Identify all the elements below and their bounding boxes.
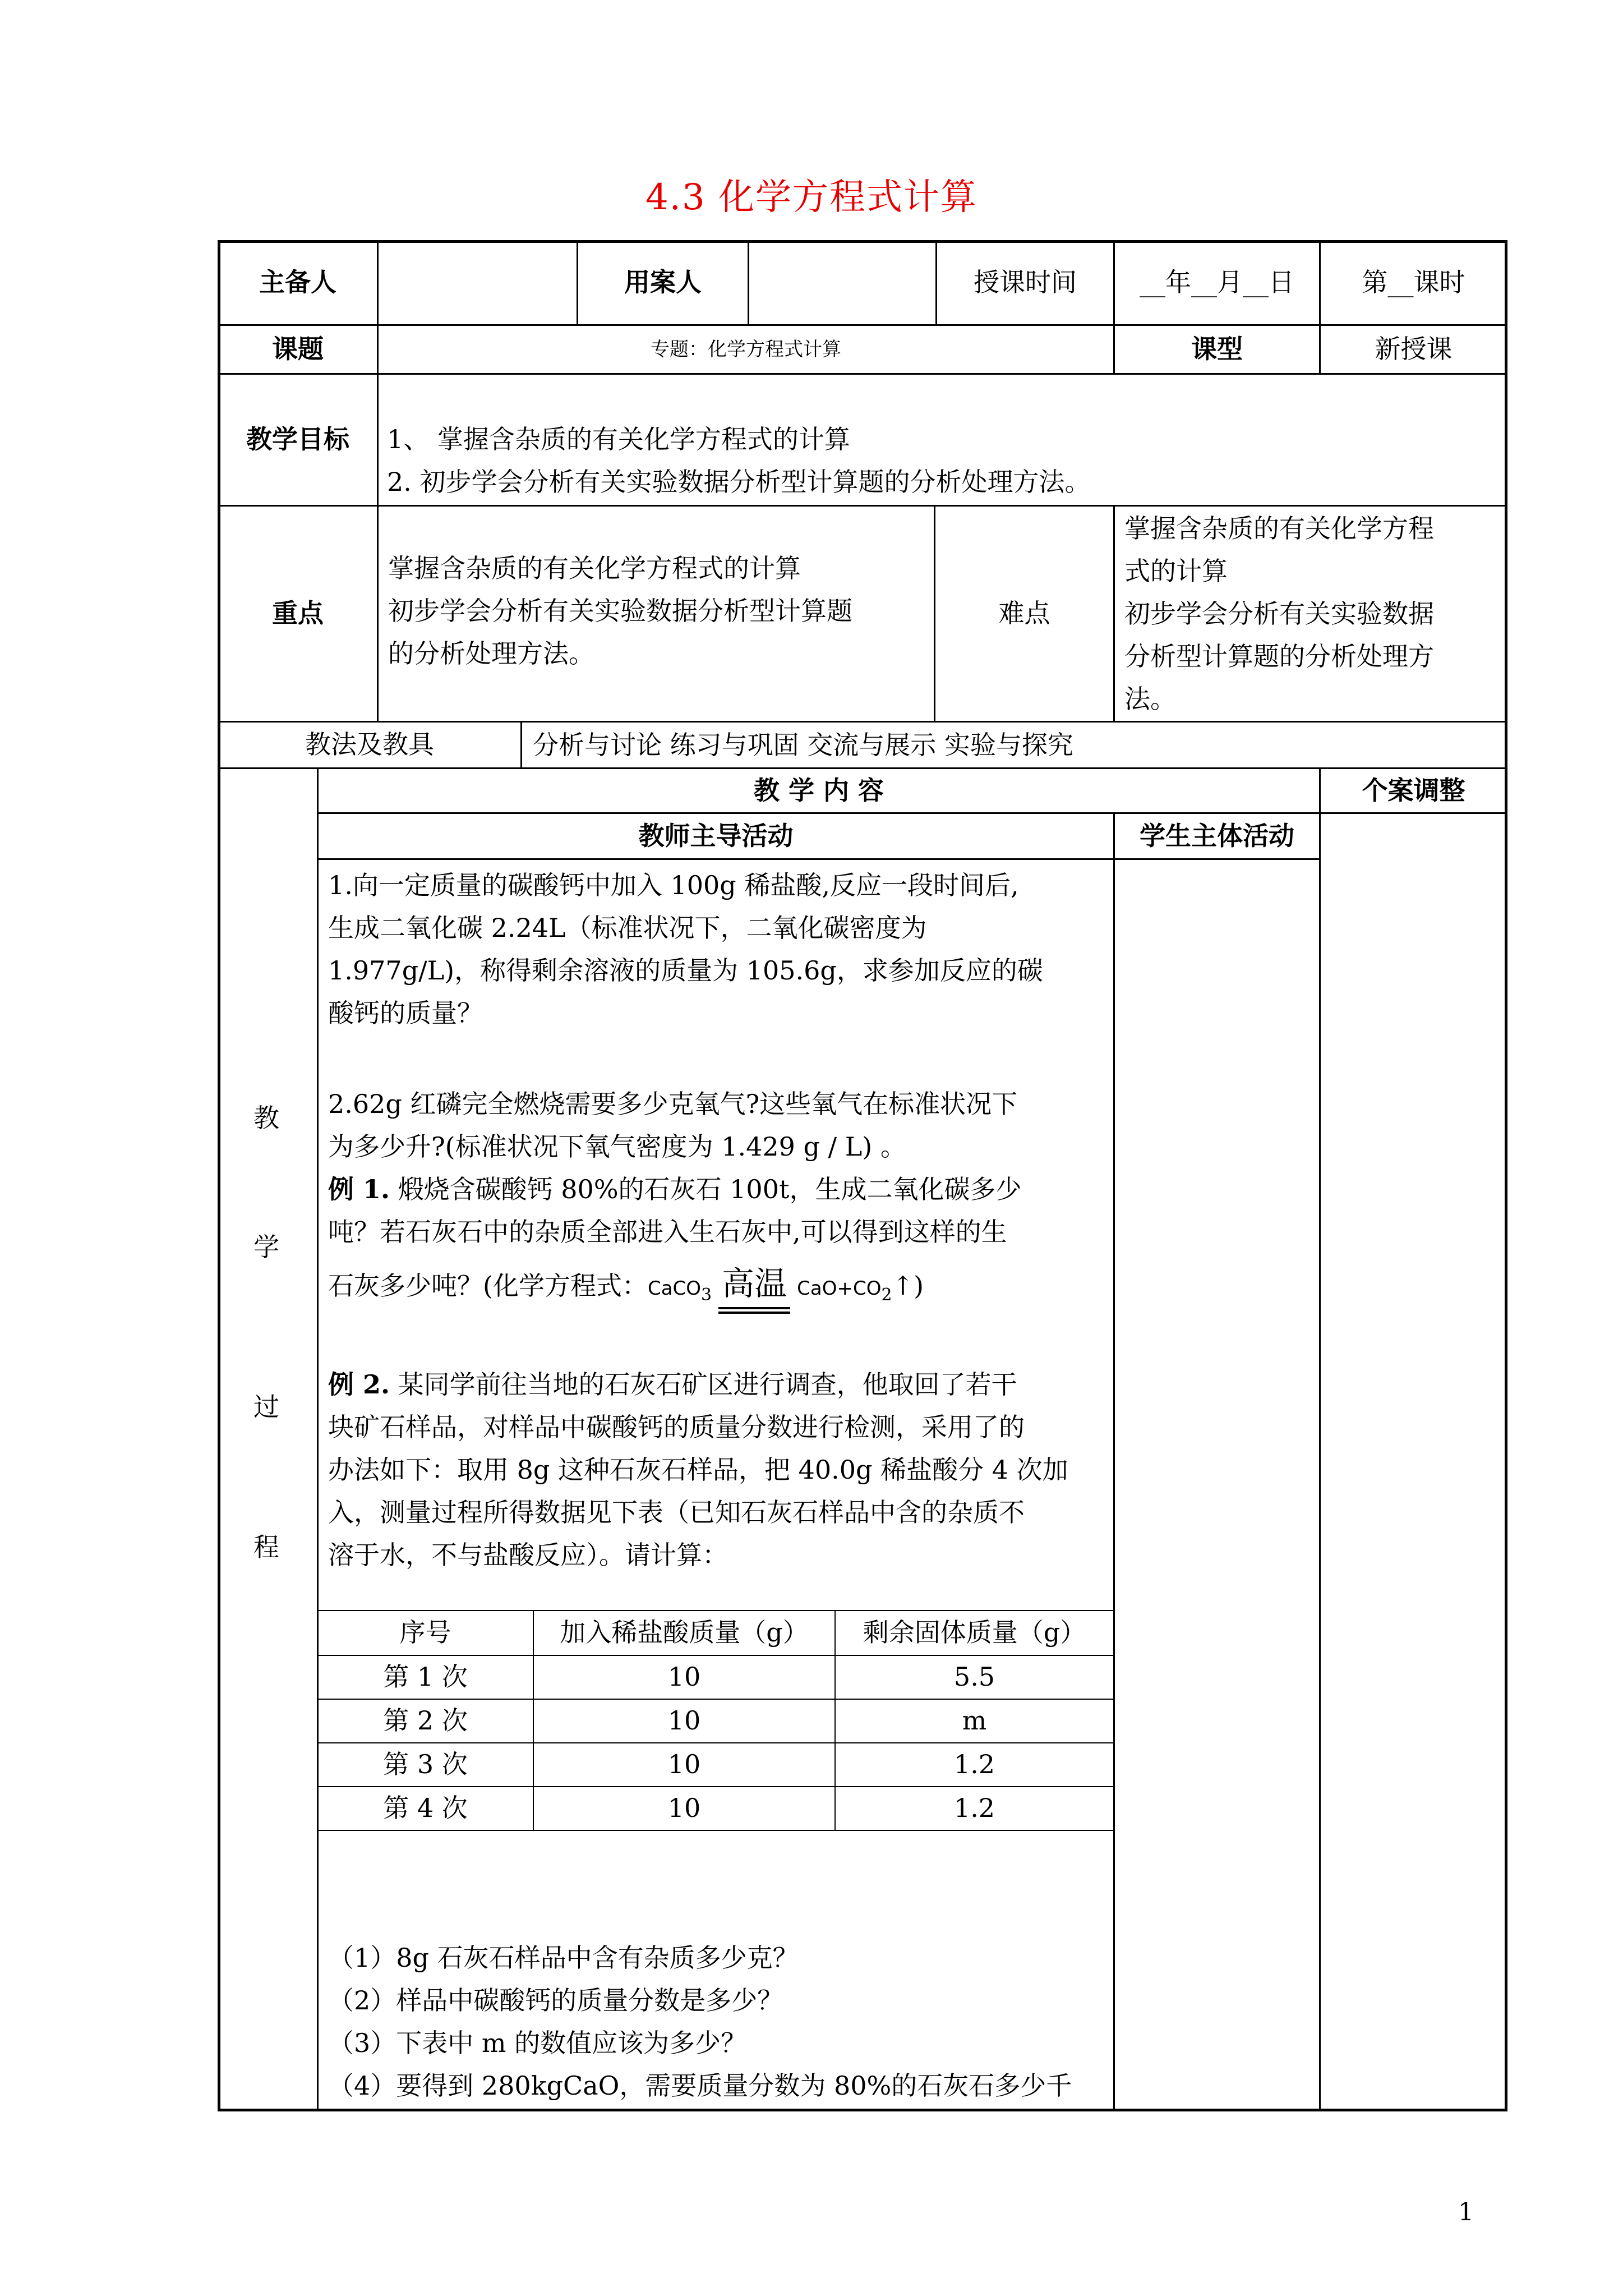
- col-line: [1113, 505, 1115, 721]
- col-line: [1319, 767, 1321, 2110]
- example-1-line: [328, 1168, 1021, 1211]
- date-field[interactable]: __年__月__日: [1140, 267, 1294, 298]
- equation-condition: 高温: [712, 1262, 797, 1305]
- keypoints-label: 重点: [272, 598, 324, 629]
- sub-question: （4）要得到 280kgCaO，需要质量分数为 80%的石灰石多少千: [328, 2070, 1072, 2101]
- table-header-cell: 加入稀盐酸质量（g）: [560, 1617, 809, 1648]
- yonganren-label: 用案人: [624, 267, 702, 298]
- page-title: 4.3 化学方程式计算: [645, 177, 978, 218]
- student-header: 学生主体活动: [1140, 820, 1294, 851]
- example-1-equation-line: [328, 1262, 924, 1317]
- table-cell: 第 2 次: [383, 1705, 468, 1736]
- equation-tail: ↑): [892, 1271, 924, 1301]
- example-1-label: 例 1.: [328, 1174, 390, 1204]
- lesson-number-field[interactable]: 第__课时: [1362, 267, 1465, 298]
- goals-label: 教学目标: [246, 424, 349, 455]
- example-2-line: 入，测量过程所得数据见下表（已知石灰石样品中含的杂质不: [328, 1497, 1025, 1527]
- row-line: [317, 858, 1321, 860]
- example-2-line: 办法如下：取用 8g 这种石灰石样品，把 40.0g 稀盐酸分 4 次加: [328, 1455, 1068, 1485]
- table-header-cell: 序号: [399, 1617, 451, 1648]
- table-cell: 1.2: [953, 1749, 995, 1780]
- table-cell: m: [962, 1705, 987, 1736]
- equation-subscript: 2: [881, 1285, 892, 1305]
- table-cell: 10: [667, 1662, 701, 1692]
- table-cell: 第 4 次: [383, 1793, 468, 1824]
- methods-value: 分析与讨论 练习与巩固 交流与展示 实验与探究: [533, 730, 1073, 760]
- keypoint-line: 掌握含杂质的有关化学方程式的计算: [388, 553, 801, 583]
- keypoint-line: 初步学会分析有关实验数据分析型计算题: [388, 596, 852, 626]
- question-1-line: 1.977g/L)，称得剩余溶液的质量为 105.6g，求参加反应的碳: [328, 955, 1043, 986]
- table-cell: 10: [667, 1705, 701, 1736]
- yonganren-value[interactable]: [749, 241, 935, 324]
- sub-question: （3）下表中 m 的数值应该为多少？: [328, 2028, 747, 2058]
- table-cell: 第 1 次: [383, 1662, 468, 1692]
- question-1-line: 酸钙的质量？: [328, 998, 483, 1028]
- goal-item: 1、 掌握含杂质的有关化学方程式的计算: [387, 424, 850, 454]
- teacher-header: 教师主导活动: [638, 820, 794, 851]
- equation-reactant: CaCO: [647, 1277, 702, 1300]
- zhubeiren-value[interactable]: [379, 241, 577, 324]
- example-1-text: 石灰多少吨？(化学方程式：: [328, 1271, 648, 1301]
- table-cell: 10: [667, 1749, 701, 1780]
- process-side-char: 学: [253, 1232, 279, 1262]
- equation-product: CaO+CO: [797, 1277, 882, 1300]
- data-table-line: [317, 1830, 1113, 1831]
- example-2-line: [328, 1363, 1017, 1406]
- table-header-cell: 剩余固体质量（g）: [863, 1617, 1086, 1648]
- difficulty-label: 难点: [998, 598, 1050, 629]
- example-2-line: 块矿石样品，对样品中碳酸钙的质量分数进行检测，采用了的: [328, 1412, 1025, 1442]
- col-line: [317, 767, 319, 2110]
- col-line: [1113, 812, 1115, 2110]
- question-1-line: 生成二氧化碳 2.24L（标准状况下，二氧化碳密度为: [328, 913, 927, 943]
- sub-question: （2）样品中碳酸钙的质量分数是多少？: [328, 1985, 783, 2016]
- shouke-time-label: 授课时间: [974, 267, 1077, 298]
- example-1-line: 吨？若石灰石中的杂质全部进入生石灰中,可以得到这样的生: [328, 1217, 1007, 1247]
- keypoint-line: 的分析处理方法。: [388, 638, 594, 669]
- process-side-char: 过: [253, 1392, 279, 1422]
- question-2-line: 2.62g 红磷完全燃烧需要多少克氧气?这些氧气在标准状况下: [328, 1089, 1018, 1119]
- adjust-header: 个案调整: [1362, 775, 1465, 806]
- equation-subscript: 3: [701, 1285, 712, 1305]
- question-2-line: 为多少升?(标准状况下氧气密度为 1.429 g / L) 。: [328, 1131, 906, 1162]
- sub-question: （1）8g 石灰石样品中含有杂质多少克？: [328, 1943, 799, 1973]
- table-cell: 1.2: [953, 1793, 995, 1824]
- difficulty-line: 法。: [1124, 684, 1176, 714]
- methods-label: 教法及教具: [305, 729, 434, 760]
- type-value: 新授课: [1375, 334, 1453, 365]
- topic-label: 课题: [272, 334, 324, 365]
- example-2-label: 例 2.: [328, 1369, 390, 1400]
- goal-item: 2. 初步学会分析有关实验数据分析型计算题的分析处理方法。: [387, 467, 1091, 497]
- table-cell: 10: [667, 1793, 701, 1824]
- difficulty-line: 掌握含杂质的有关化学方程: [1124, 513, 1434, 544]
- process-side-char: 程: [253, 1532, 279, 1562]
- col-line: [377, 505, 379, 721]
- difficulty-line: 分析型计算题的分析处理方: [1124, 641, 1434, 671]
- content-header: 教 学 内 容: [753, 775, 884, 806]
- example-2-text: 某同学前往当地的石灰石矿区进行调查，他取回了若干: [398, 1369, 1017, 1400]
- difficulty-line: 初步学会分析有关实验数据: [1124, 599, 1434, 629]
- col-line: [520, 721, 522, 767]
- page-number: 1: [1458, 2198, 1474, 2226]
- table-cell: 5.5: [953, 1662, 995, 1692]
- row-line: [219, 373, 1506, 375]
- example-2-line: 溶于水，不与盐酸反应）。请计算：: [328, 1540, 728, 1570]
- type-label: 课型: [1191, 334, 1243, 365]
- process-side-char: 教: [253, 1103, 279, 1133]
- table-cell: 第 3 次: [383, 1749, 468, 1780]
- row-line: [219, 505, 1506, 507]
- question-1-line: 1.向一定质量的碳酸钙中加入 100g 稀盐酸,反应一段时间后,: [328, 870, 1019, 900]
- zhubeiren-label: 主备人: [259, 267, 336, 298]
- example-1-text: 煅烧含碳酸钙 80%的石灰石 100t，生成二氧化碳多少: [398, 1174, 1022, 1204]
- topic-value: 专题：化学方程式计算: [651, 338, 841, 361]
- difficulty-line: 式的计算: [1124, 556, 1228, 586]
